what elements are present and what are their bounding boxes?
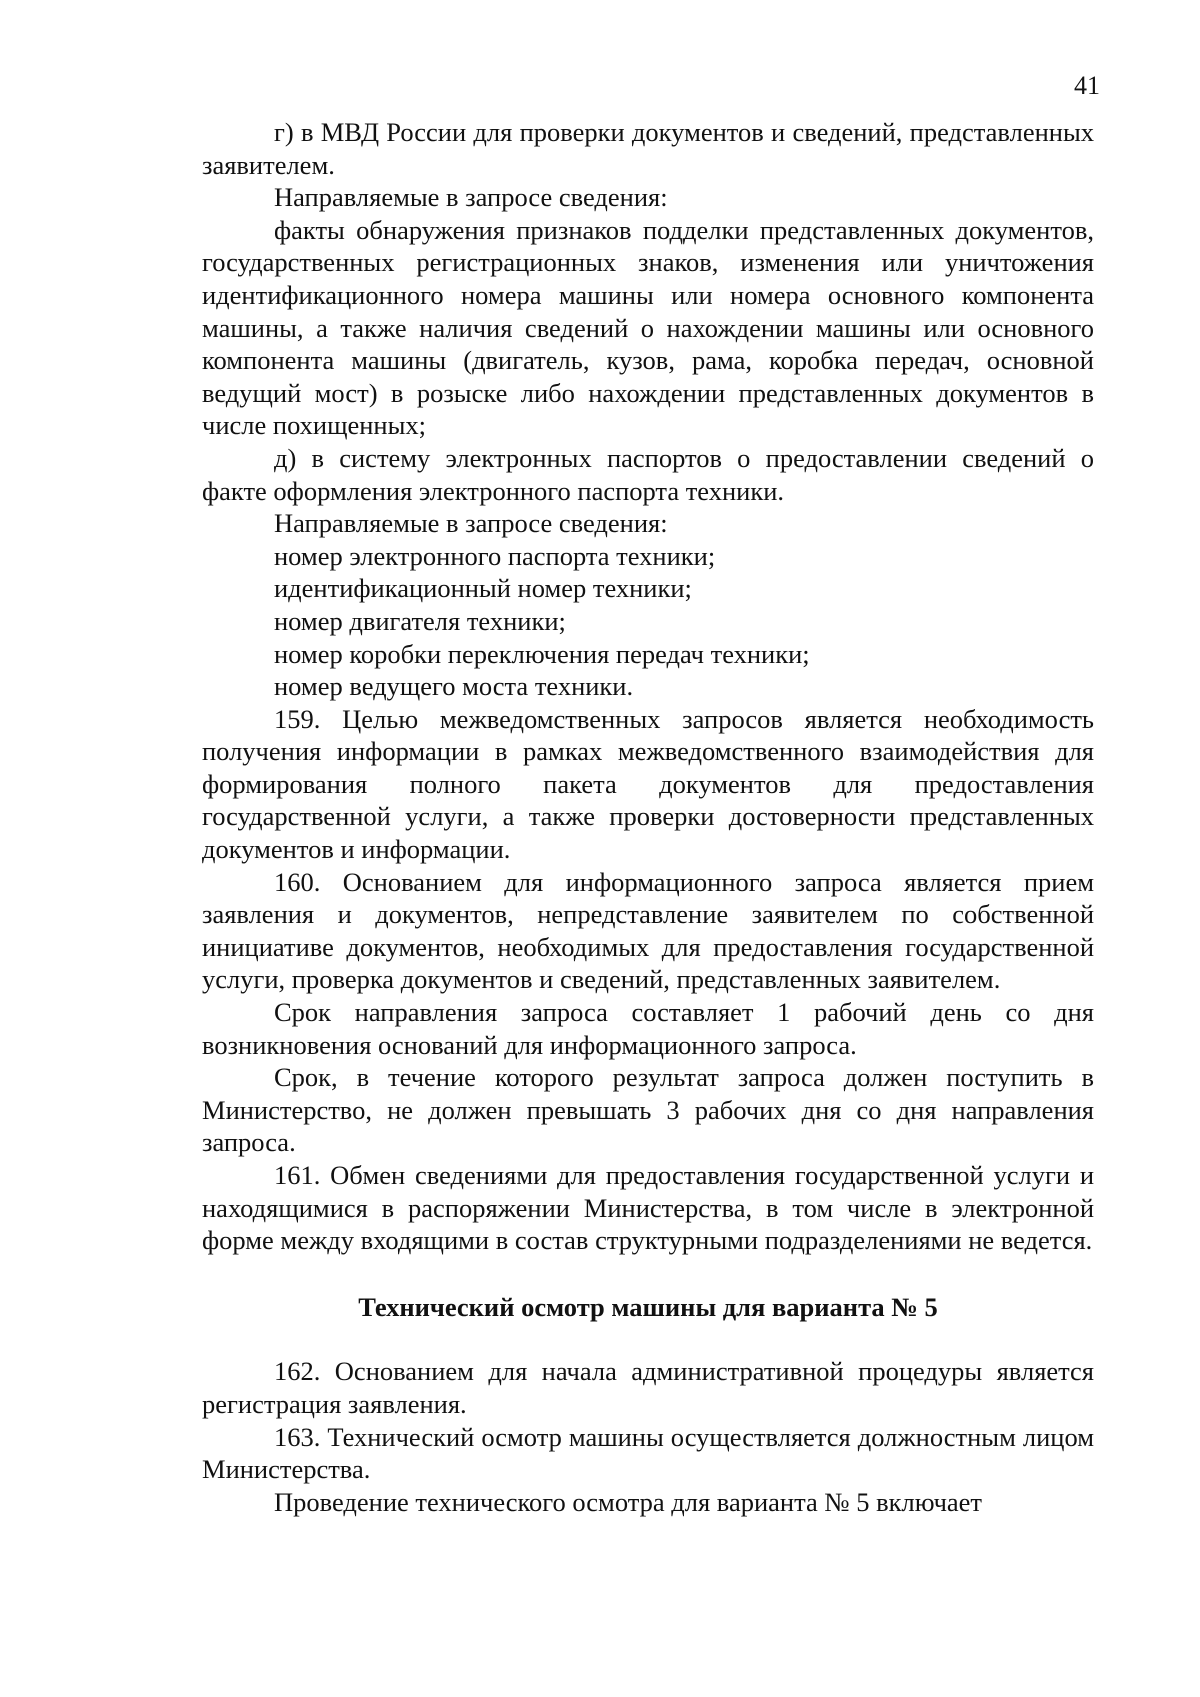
paragraph-159: 159. Целью межведомственных запросов является необходимость получения информации в рамках межведомственного взаимодействия для формирования полного пакета документов для предоставления государственной услуги, а также проверки достоверности представленных документов и информации.	[202, 703, 1094, 865]
paragraph-161: 161. Обмен сведениями для предоставления государственной услуги и находящимися в распоряжении Министерства, в том числе в электронной форме между входящими в состав структурными подразделениями не ведется.	[202, 1160, 1094, 1256]
list-item: номер электронного паспорта техники;	[274, 540, 716, 571]
paragraph-request-deadline: Срок направления запроса составляет 1 рабочий день со дня возникновения оснований для информационного запроса.	[202, 997, 1094, 1060]
paragraph-162: 162. Основанием для начала административной процедуры является регистрация заявления.	[202, 1356, 1094, 1419]
document-body	[202, 116, 1094, 1518]
section-heading: Технический осмотр машины для варианта № 5	[358, 1291, 938, 1322]
list-item: номер коробки переключения передач техники;	[274, 638, 810, 669]
paragraph-160: 160. Основанием для информационного запроса является прием заявления и документов, непредставление заявителем по собственной инициативе документов, необходимых для предоставления государственной услуги, проверка документов и сведений, представленных заявителем.	[202, 866, 1094, 995]
paragraph-electronic-passport-system: д) в систему электронных паспортов о предоставлении сведений о факте оформления электронного паспорта техники.	[202, 442, 1094, 506]
list-item: номер двигателя техники;	[274, 605, 566, 636]
list-item: номер ведущего моста техники.	[274, 671, 634, 702]
paragraph-163: 163. Технический осмотр машины осуществляется должностным лицом Министерства.	[202, 1421, 1094, 1485]
paragraph-request-info-label: Направляемые в запросе сведения:	[274, 508, 668, 539]
list-item: идентификационный номер техники;	[274, 573, 692, 604]
paragraph-inspection-variant-5: Проведение технического осмотра для варианта № 5 включает	[274, 1486, 982, 1517]
page-number: 41	[1074, 71, 1100, 100]
paragraph-response-deadline: Срок, в течение которого результат запроса должен поступить в Министерство, не должен превышать 3 рабочих дня со дня направления запроса.	[202, 1062, 1094, 1158]
paragraph-mvd-request: г) в МВД России для проверки документов и сведений, представленных заявителем.	[202, 117, 1094, 180]
paragraph-forgery-facts: факты обнаружения признаков подделки представленных документов, государственных регистрационных знаков, изменения или уничтожения идентификационного номера машины или номера основного компонента машины, а также наличия сведений о нахождении машины или основного компонента машины (двигатель, кузов, рама, коробка передач, основной ведущий мост) в розыске либо нахождении представленных документов в числе похищенных;	[202, 214, 1094, 441]
paragraph-request-info-label: Направляемые в запросе сведения:	[274, 182, 668, 213]
